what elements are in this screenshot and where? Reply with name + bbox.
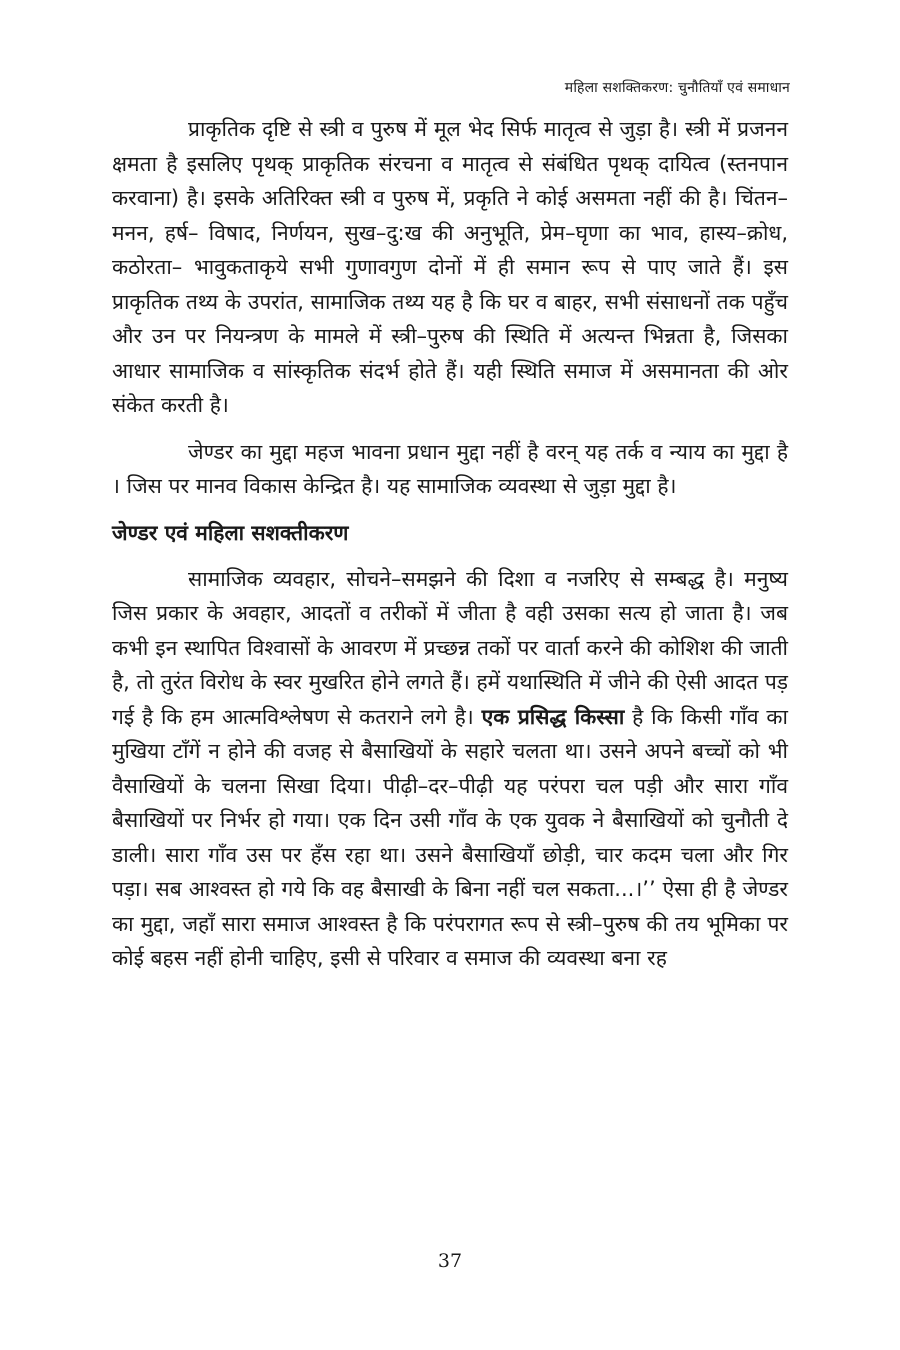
paragraph-2: जेण्डर का मुद्दा महज भावना प्रधान मुद्दा नहीं है वरन् यह तर्क व न्याय का मुद्दा है । जिस पर मानव विकास केन्द्रित है। यह सामाजिक व्यवस्था से जुड़ा मुद्दा है।	[112, 439, 788, 498]
page-number: 37	[437, 1250, 463, 1272]
running-header: महिला सशक्तिकरण: चुनौतियाँ एवं समाधान	[564, 80, 790, 96]
paragraph-3-text-before: सामाजिक व्यवहार, सोचने–समझने की दिशा व नजरिए से सम्बद्ध है। मनुष्य जिस प्रकार के अवहार, आदतों व तरीकों में जीता है वही उसका सत्य हो जाता है। जब कभी इन स्थापित विश्वासों के आवरण में प्रच्छन्न तकों पर वार्ता करने की कोशिश की जाती है, तो तुरंत विरोध के स्वर मुखरित होने लगते हैं। हमें यथास्थिति में जीने की ऐसी आदत पड़ गई है कि हम आत्मविश्लेषण से कतराने लगे है।	[112, 566, 788, 729]
paragraph-1: प्राकृतिक दृष्टि से स्त्री व पुरुष में मूल भेद सिर्फ मातृत्व से जुड़ा है। स्त्री में प्रजनन क्षमता है इसलिए पृथक् प्राकृतिक संरचना व मातृत्व से संबंधित पृथक् दायित्व (स्तनपान करवाना) है। इसके अतिरिक्त स्त्री व पुरुष में, प्रकृति ने कोई असमता नहीं की है। चिंतन–मनन, हर्ष– विषाद, निर्णयन, सुख–दु:ख की अनुभूति, प्रेम–घृणा का भाव, हास्य–क्रोध, कठोरता– भावुकताकृये सभी गुणावगुण दोनों में ही समान रूप से पाए जाते हैं। इस प्राकृतिक तथ्य के उपरांत, सामाजिक तथ्य यह है कि घर व बाहर, सभी संसाधनों तक पहुँच और उन पर नियन्त्रण के मामले में स्त्री–पुरुष की स्थिति में अत्यन्त भिन्नता है, जिसका आधार सामाजिक व सांस्कृतिक संदर्भ होते हैं। यही स्थिति समाज में असमानता की ओर संकेत करती है।	[112, 117, 788, 417]
paragraph-3-emphasis: एक प्रसिद्ध किस्सा	[481, 704, 625, 729]
page-body	[112, 112, 788, 976]
section-heading: जेण्डर एवं महिला सशक्तीकरण	[112, 520, 349, 545]
paragraph-3-text-after: है कि किसी गाँव का मुखिया टाँगें न होने की वजह से बैसाखियों के सहारे चलता था। उसने अपने बच्चों को भी वैसाखियों के चलना सिखा दिया। पीढ़ी–दर–पीढ़ी यह परंपरा चल पड़ी और सारा गाँव बैसाखियों पर निर्भर हो गया। एक दिन उसी गाँव के एक युवक ने बैसाखियों को चुनौती दे डाली। सारा गाँव उस पर हँस रहा था। उसने बैसाखियाँ छोड़ी, चार कदम चला और गिर पड़ा। सब आश्वस्त हो गये कि वह बैसाखी के बिना नहीं चल सकता...।’’ ऐसा ही है जेण्डर का मुद्दा, जहाँ सारा समाज आश्वस्त है कि परंपरागत रूप से स्त्री–पुरुष की तय भूमिका पर कोई बहस नहीं होनी चाहिए, इसी से परिवार व समाज की व्यवस्था बना रह	[112, 704, 788, 970]
paragraph-3	[112, 562, 788, 976]
